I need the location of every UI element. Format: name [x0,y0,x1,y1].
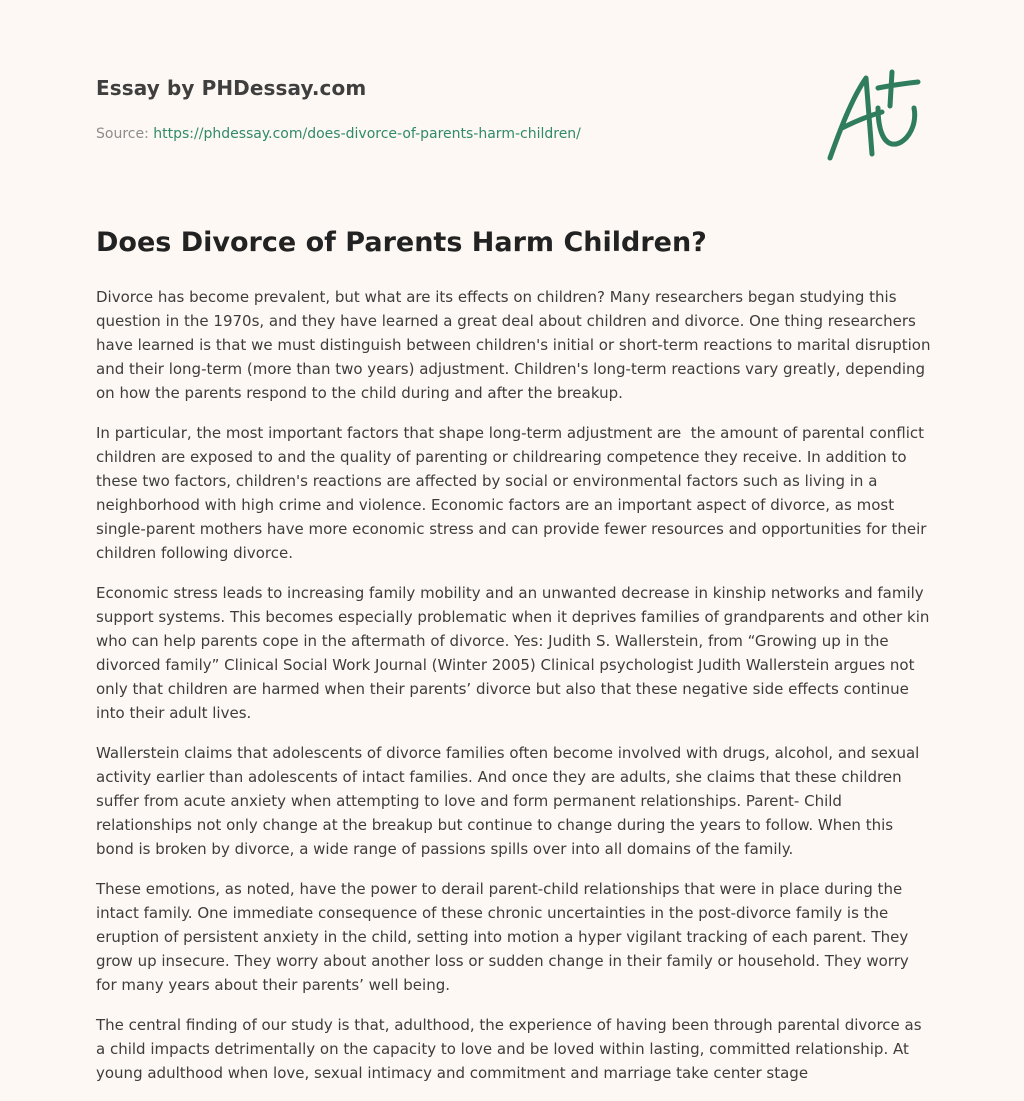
essay-paragraph: These emotions, as noted, have the power to derail parent-child relationships that were in place during the intact family. One immediate consequence of these chronic uncertainties in the post-divorce family is the eruption of persistent anxiety in the child, setting into motion a hyper vigilant tracking of each parent. They grow up insecure. They worry about another loss or sudden change in their family or household. They worry for many years about their parents’ well being. [96,880,914,994]
essay-paragraph: Divorce has become prevalent, but what are its effects on children? Many researchers began studying this question in the 1970s, and they have learned a great deal about children and divorce. One thing researchers have learned is that we must distinguish between children's initial or short-term reactions to marital disruption and their long-term (more than two years) adjustment. Children's long-term reactions vary greatly, depending on how the parents respond to the child during and after the breakup. [96,288,936,402]
essay-title: Does Divorce of Parents Harm Children? [96,227,707,258]
source-line [96,126,656,142]
a-plus-icon [822,68,926,164]
essay-paragraph: The central finding of our study is that, adulthood, the experience of having been through parental divorce as a child impacts detrimentally on the capacity to love and be loved within lasting, committed relationship. At young adulthood when love, sexual intimacy and commitment and marriage take center stage [96,1016,927,1082]
source-label: Source: [96,126,154,142]
essay-body [96,285,936,1101]
source-link[interactable]: https://phdessay.com/does-divorce-of-parents-harm-children/ [153,126,581,142]
essay-paragraph: In particular, the most important factors that shape long-term adjustment are the amount of parental conflict children are exposed to and the quality of parenting or childrearing competence they receive. In addition to these two factors, children's reactions are affected by social or environmental factors such as living in a neighborhood with high crime and violence. Economic factors are an important aspect of divorce, as most single-parent mothers have more economic stress and can provide fewer resources and opportunities for their children following divorce. [96,424,932,562]
site-title: Essay by PHDessay.com [96,76,367,100]
essay-paragraph: Wallerstein claims that adolescents of divorce families often become involved with drugs, alcohol, and sexual activity earlier than adolescents of intact families. And once they are adults, she claims that these children suffer from acute anxiety when attempting to love and form permanent relationships. Parent- Child relationships not only change at the breakup but continue to change during the years to follow. When this bond is broken by divorce, a wide range of passions spills over into all domains of the family. [96,744,925,858]
essay-paragraph: Economic stress leads to increasing family mobility and an unwanted decrease in kinship networks and family support systems. This becomes especially problematic when it deprives families of grandparents and other kin who can help parents cope in the aftermath of divorce. Yes: Judith S. Wallerstein, from “Growing up in the divorced family” Clinical Social Work Journal (Winter 2005) Clinical psychologist Judith Wallerstein argues not only that children are harmed when their parents’ divorce but also that these negative side effects continue into their adult lives. [96,584,935,722]
a-plus-logo [822,68,926,164]
page-header [96,76,656,142]
